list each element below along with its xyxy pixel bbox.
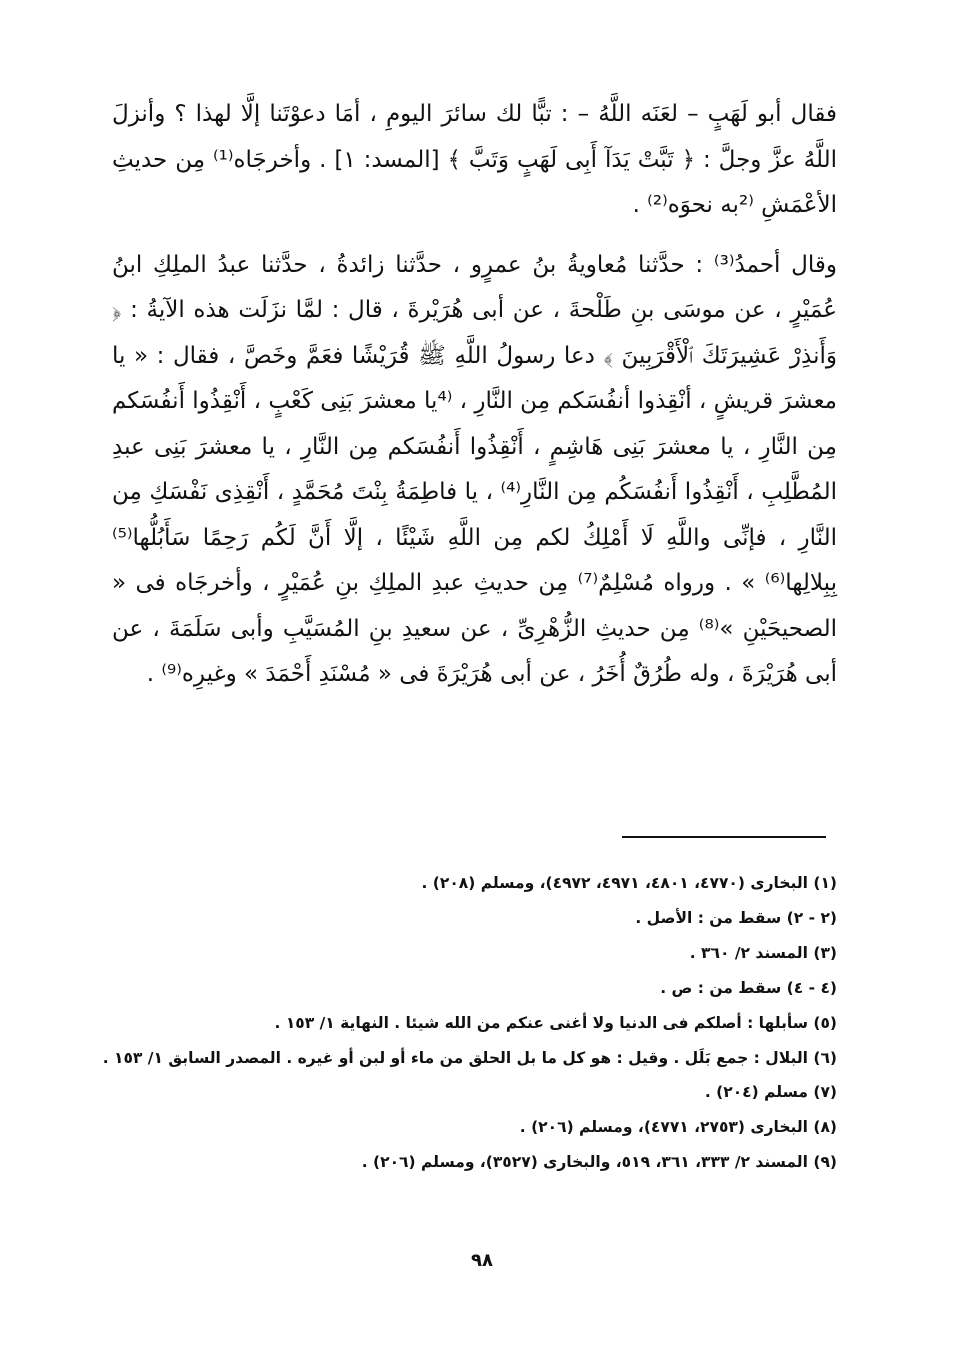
footnote-8: (٨) البخارى (٢٧٥٣، ٤٧٧١)، ومسلم (٢٠٦) . (519, 1118, 837, 1137)
paragraph-2: وقال أحمدُ⁽³⁾ : حدَّثنا مُعاويةُ بنُ عمرٍو ، حدَّثنا زائدةُ ، حدَّثنا عبدُ الملِكِ ابنُ عُمَيْرٍ ، عن موسَى بنِ طَلْحةَ ، عن أبى هُرَيْرةَ ، قال : لمَّا نزَلَت هذه الآيةُ : ﴿ وَأَنذِرْ عَشِيرَتَكَ ٱلْأَقْرَبِينَ ﴾ دعا رسولُ اللَّهِ ﷺ قُرَيْشًا فعَمَّ وخَصَّ ، فقال : « يا معشرَ قريشٍ ، أنْقِذوا أنفُسَكم مِن النَّارِ ، ⁽⁴يا معشرَ بَنِى كَعْبٍ ، أَنْقِذُوا أَنفُسَكم مِن النَّارِ ، يا معشرَ بَنِى هَاشِمٍ ، أَنْقِذُوا أَنفُسَكم مِن النَّارِ ، يا معشرَ بَنِى عبدِ المُطَّلِبِ ، أَنْقِذُوا أَنفُسَكُم مِن النَّارِ⁽⁴⁾ ، يا فاطِمَةُ بِنْتَ مُحَمَّدٍ ، أَنْقِذِى نَفْسَكِ مِن النَّارِ ، فإنِّى واللَّهِ لَا أَمْلِكُ لكم مِن اللَّهِ شَيْئًا ، إلَّا أَنَّ لَكُم رَحِمًا سَأَبُلُّها⁽⁵⁾ بِبِلالِها⁽⁶⁾ » . ورواه مُسْلِمٌ⁽⁷⁾ مِن حديثِ عبدِ الملِكِ بنِ عُمَيْرٍ ، وأخرجَاه فى « الصحيحَيْنِ »⁽⁸⁾ مِن حديثِ الزُّهْرِىِّ ، عن سعيدِ بنِ المُسَيَّبِ وأبى سَلَمَةَ ، عن أبى هُرَيْرَةَ ، وله طُرُقٌ أُخَرُ ، عن أبى هُرَيْرَةَ فى « مُسْنَدِ أَحْمَدَ » وغيرِه⁽⁹⁾ . (112, 251, 838, 687)
footnote-7: (٧) مسلم (٢٠٤) . (704, 1083, 837, 1102)
footnote-2: (٢ - ٢) سقط من : الأصل . (635, 908, 837, 927)
footnote-9: (٩) المسند ٢/ ٣٣٣، ٣٦١، ٥١٩، والبخارى (٣٥٢٧)، ومسلم (٢٠٦) . (361, 1153, 837, 1172)
footnote-3: (٣) المسند ٢/ ٣٦٠ . (689, 943, 837, 962)
footnotes (102, 866, 837, 1180)
page-number: ٩٨ (471, 1250, 493, 1271)
footnote-divider (622, 836, 826, 838)
footnote-1: (١) البخارى (٤٧٧٠، ٤٨٠١، ٤٩٧١، ٤٩٧٢)، ومسلم (٢٠٨) . (421, 874, 837, 892)
footnote-6: (٦) البلال : جمع بَلَل . وقيل : هو كل ما بل الحلق من ماء أو لبن أو غيره . المصدر السابق ١/ ١٥٣ . (102, 1048, 837, 1067)
footnote-4: (٤ - ٤) سقط من : ص . (660, 978, 837, 997)
main-text (112, 92, 837, 698)
footnote-5: (٥) سأبلها : أصلكم فى الدنيا ولا أغنى عنكم من الله شيئا . النهاية ١/ ١٥٣ . (274, 1013, 837, 1032)
paragraph-1: فقال أبو لَهَبٍ – لعَنَه اللَّهُ – : تبًّا لك سائرَ اليومِ ، أمَا دعوْتَنا إلَّا لهذا ؟ وأنزلَ اللَّهُ عزَّ وجلَّ : ﴿ تَبَّتْ يَدَآ أَبِى لَهَبٍ وَتَبَّ ﴾ [المسد: ١] . وأخرجَاه⁽¹⁾ مِن حديثِ الأعْمَشِ ⁽²به نحوَه⁽²⁾ . (112, 101, 837, 218)
